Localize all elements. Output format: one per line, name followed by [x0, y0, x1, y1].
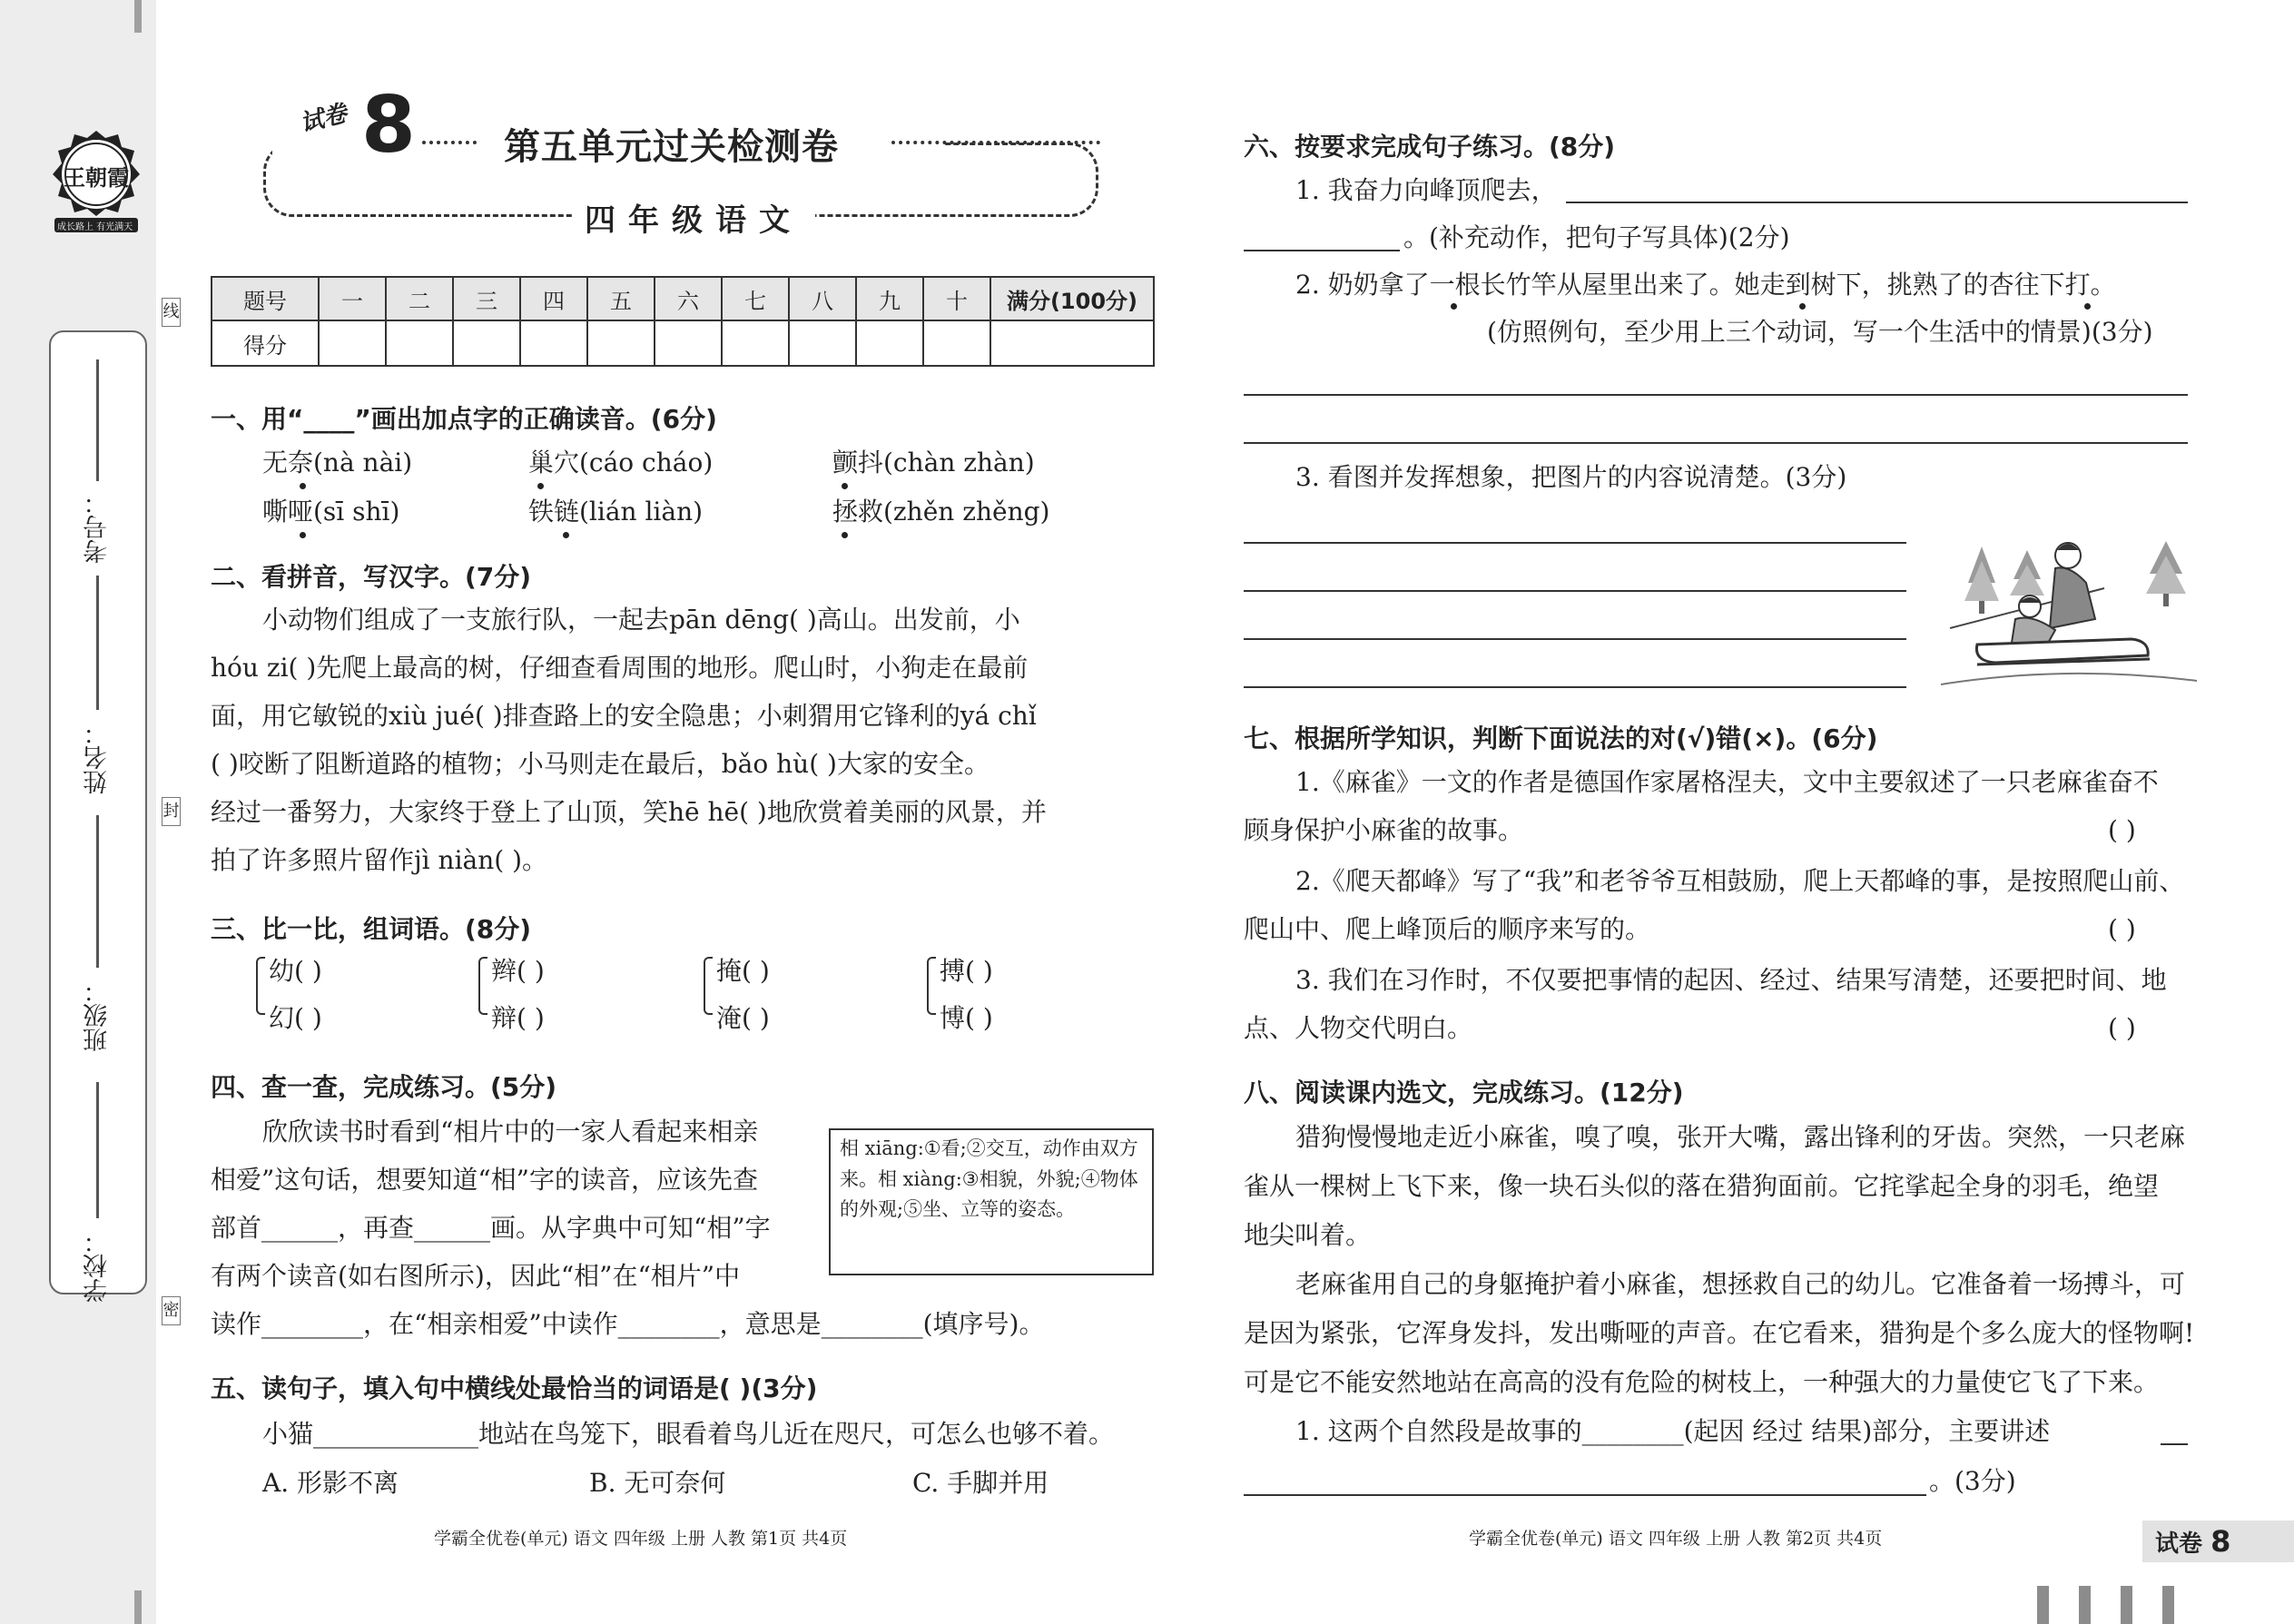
answer-line[interactable] [1244, 590, 1906, 592]
score-row-label: 得分 [212, 320, 319, 366]
score-cell[interactable] [386, 320, 453, 366]
q4-line: 读作________，在“相亲相爱”中读作________，意思是________(填序号)。 [211, 1309, 1045, 1339]
class-label: 班级： [84, 979, 112, 1052]
score-header-cell: 五 [587, 277, 655, 320]
q8-title: 八、阅读课内选文，完成练习。(12分) [1244, 1078, 1684, 1107]
score-cell[interactable] [923, 320, 990, 366]
q8-question-1-end: 。(3分) [1929, 1466, 2016, 1496]
q3-word: 掩( ) [716, 956, 770, 986]
score-header-cell: 十 [923, 277, 990, 320]
emphasis-dot [842, 483, 848, 489]
answer-line[interactable] [2161, 1443, 2188, 1445]
q3-word: 博( ) [940, 1003, 993, 1033]
logo-slogan: 成长路上 有光满天 [57, 222, 133, 232]
brace [927, 957, 936, 1015]
q1-title: 一、用“____”画出加点字的正确读音。(6分) [211, 404, 717, 434]
q2-line: 经过一番努力，大家终于登上了山顶，笑hē hē( )地欣赏着美丽的风景，并 [211, 797, 1047, 827]
brace [478, 957, 487, 1015]
emphasis-dot [300, 532, 306, 538]
fold-mark-secret: 密 [162, 1296, 181, 1325]
q7-answer-3[interactable]: ( ) [2108, 1013, 2136, 1043]
emphasis-dot [300, 483, 306, 489]
answer-line[interactable] [1244, 250, 1400, 251]
q3-title: 三、比一比，组词语。(8分) [211, 914, 532, 944]
q3-word: 辩( ) [491, 1003, 545, 1033]
q5-option-b[interactable]: B. 无可奈何 [589, 1468, 726, 1498]
paper-tag: 试卷 [297, 100, 350, 138]
score-cell[interactable] [655, 320, 722, 366]
q1-item: 拯救(zhěn zhěng) [832, 497, 1050, 527]
sledding-picture [1941, 528, 2197, 692]
score-cell[interactable] [789, 320, 856, 366]
q3-word: 搏( ) [940, 956, 993, 986]
fold-mark-line: 线 [162, 298, 181, 327]
page-tag-number: 8 [2210, 1524, 2231, 1559]
dictionary-box: 相 xiāng:①看;②交互，动作由双方来。相 xiàng:③相貌，外貌;④物体的外观;⑤坐、立等的姿态。 [829, 1128, 1154, 1275]
answer-line[interactable] [1244, 542, 1906, 544]
registration-mark [134, 0, 142, 33]
brace [704, 957, 713, 1015]
q7-line: 点、人物交代明白。 [1244, 1013, 1473, 1043]
name-label: 姓名： [84, 721, 112, 794]
answer-line[interactable] [1244, 686, 1906, 688]
q7-line: 3. 我们在习作时，不仅要把事情的起因、经过、结果写清楚，还要把时间、地 [1295, 965, 2167, 995]
q2-line: ( )咬断了阻断道路的植物；小马则走在最后，bǎo hù( )大家的安全。 [211, 749, 989, 779]
q7-line: 1.《麻雀》一文的作者是德国作家屠格涅夫，文中主要叙述了一只老麻雀奋不 [1295, 767, 2159, 797]
q5-option-a[interactable]: A. 形影不离 [262, 1468, 399, 1498]
q6-s2: 2. 奶奶拿了一根长竹竿从屋里出来了。她走到树下，挑熟了的杏往下打。 [1295, 270, 2116, 300]
score-table [211, 276, 1155, 367]
class-field[interactable] [96, 815, 99, 968]
q8-passage-line: 老麻雀用自己的身躯掩护着小麻雀，想拯救自己的幼儿。它准备着一场搏斗，可 [1295, 1269, 2186, 1299]
school-field[interactable] [96, 1082, 99, 1218]
score-header-cell: 一 [319, 277, 386, 320]
score-cell[interactable] [520, 320, 587, 366]
answer-line[interactable] [1566, 202, 2188, 203]
score-header-cell: 七 [722, 277, 789, 320]
registration-mark [134, 1590, 142, 1624]
score-header-cell: 八 [789, 277, 856, 320]
q1-item: 无奈(nà nài) [262, 448, 413, 477]
q7-line: 2.《爬天都峰》写了“我”和老爷爷互相鼓励，爬上天都峰的事，是按照爬山前、 [1295, 866, 2185, 896]
page-title: 第五单元过关检测卷 [504, 126, 839, 168]
footer-right: 学霸全优卷(单元) 语文 四年级 上册 人教 第2页 共4页 [1469, 1529, 1883, 1549]
score-cell[interactable] [453, 320, 520, 366]
q8-passage-line: 地尖叫着。 [1244, 1220, 1372, 1250]
footer-left: 学霸全优卷(单元) 语文 四年级 上册 人教 第1页 共4页 [434, 1529, 848, 1549]
q7-answer-1[interactable]: ( ) [2108, 815, 2136, 845]
q3-word: 幼( ) [269, 956, 322, 986]
emphasis-dot [1799, 303, 1806, 310]
q6-s2-note: (仿照例句，至少用上三个动词，写一个生活中的情景)(3分) [1487, 317, 2153, 347]
q2-line: hóu zi( )先爬上最高的树，仔细查看周围的地形。爬山时，小狗走在最前 [211, 653, 1029, 683]
q4-line: 有两个读音(如右图所示)，因此“相”在“相片”中 [211, 1261, 741, 1291]
q7-line: 顾身保护小麻雀的故事。 [1244, 815, 1524, 845]
score-header-cell: 六 [655, 277, 722, 320]
emphasis-dot [842, 532, 848, 538]
logo-text: 王朝霞 [64, 164, 129, 191]
score-header-cell: 三 [453, 277, 520, 320]
registration-bar [2121, 1586, 2132, 1624]
q2-line: 拍了许多照片留作jì niàn( )。 [211, 845, 548, 875]
title-dots-right [891, 141, 1100, 144]
q4-line: 欣欣读书时看到“相片中的一家人看起来相亲 [262, 1117, 759, 1147]
answer-line[interactable] [1244, 638, 1906, 640]
q3-word: 淹( ) [716, 1003, 770, 1033]
q5-option-c[interactable]: C. 手脚并用 [912, 1468, 1049, 1498]
q7-line: 爬山中、爬上峰顶后的顺序来写的。 [1244, 914, 1651, 944]
q6-s1: 1. 我奋力向峰顶爬去， [1295, 175, 1557, 205]
name-field[interactable] [96, 576, 99, 710]
score-cell[interactable] [587, 320, 655, 366]
emphasis-dot [1451, 303, 1457, 310]
title-dots-left [422, 141, 477, 144]
school-label: 学校： [84, 1229, 112, 1303]
emphasis-dot [537, 483, 544, 489]
q8-passage-line: 猎狗慢慢地走近小麻雀，嗅了嗅，张开大嘴，露出锋利的牙齿。突然，一只老麻 [1295, 1122, 2186, 1152]
page-tag-label: 试卷 [2155, 1530, 2203, 1558]
answer-line[interactable] [1244, 1494, 1926, 1496]
q1-item: 颤抖(chàn zhàn) [832, 448, 1035, 477]
answer-line[interactable] [1244, 394, 2188, 396]
q1-item: 嘶哑(sī shī) [262, 497, 400, 527]
answer-line[interactable] [1244, 442, 2188, 444]
q7-answer-2[interactable]: ( ) [2108, 914, 2136, 944]
q5-title: 五、读句子，填入句中横线处最恰当的词语是( )(3分) [211, 1373, 818, 1403]
q2-title: 二、看拼音，写汉字。(7分) [211, 562, 532, 592]
fold-mark-seal: 封 [162, 797, 181, 826]
emphasis-dot [2084, 303, 2091, 310]
score-header-cell: 九 [856, 277, 923, 320]
q1-item: 铁链(lián liàn) [528, 497, 704, 527]
q3-word: 幻( ) [269, 1003, 322, 1033]
q2-line: 面，用它敏锐的xiù jué( )排查路上的安全隐患；小刺猬用它锋利的yá chǐ [211, 701, 1037, 731]
score-header-total: 满分(100分) [990, 277, 1154, 320]
exam-no-field[interactable] [96, 359, 99, 481]
q2-line: 小动物们组成了一支旅行队，一起去pān dēng( )高山。出发前，小 [262, 605, 1020, 635]
q8-passage-line: 是因为紧张，它浑身发抖，发出嘶哑的声音。在它看来，猎狗是个多么庞大的怪物啊! [1244, 1318, 2195, 1348]
score-header-cell: 四 [520, 277, 587, 320]
score-header-cell: 二 [386, 277, 453, 320]
score-cell[interactable] [856, 320, 923, 366]
emphasis-dot [563, 532, 569, 538]
q5-sentence: 小猫_____________地站在鸟笼下，眼看着鸟儿近在咫尺，可怎么也够不着。 [262, 1419, 1115, 1449]
page-tag [2142, 1521, 2294, 1562]
registration-bar [2079, 1586, 2091, 1624]
score-cell[interactable] [990, 320, 1154, 366]
q8-question-1: 1. 这两个自然段是故事的________(起因 经过 结果)部分，主要讲述 [1295, 1416, 2051, 1446]
q4-line: 相爱”这句话，想要知道“相”字的读音，应该先查 [211, 1165, 758, 1195]
q1-item: 巢穴(cáo cháo) [528, 448, 714, 477]
registration-bar [2162, 1586, 2174, 1624]
q4-title: 四、查一查，完成练习。(5分) [211, 1072, 557, 1102]
paper-number: 8 [361, 80, 416, 171]
brace [256, 957, 265, 1015]
score-cell[interactable] [722, 320, 789, 366]
q6-title: 六、按要求完成句子练习。(8分) [1244, 132, 1616, 162]
q7-title: 七、根据所学知识，判断下面说法的对(√)错(×)。(6分) [1244, 723, 1878, 753]
q4-line: 部首______，再查______画。从字典中可知“相”字 [211, 1213, 771, 1243]
q6-s1-note: 。(补充动作，把句子写具体)(2分) [1403, 222, 1790, 252]
score-cell[interactable] [319, 320, 386, 366]
exam-no-label: 考号： [84, 490, 112, 564]
registration-bar [2037, 1586, 2049, 1624]
page-subtitle: 四年级语文 [572, 195, 815, 240]
q3-word: 辫( ) [491, 956, 545, 986]
q8-passage-line: 可是它不能安然地站在高高的没有危险的树枝上，一种强大的力量使它飞了下来。 [1244, 1367, 2160, 1397]
score-header-cell: 题号 [212, 277, 319, 320]
q8-passage-line: 雀从一棵树上飞下来，像一块石头似的落在猎狗面前。它挓挲起全身的羽毛，绝望 [1244, 1171, 2160, 1201]
q6-s3: 3. 看图并发挥想象，把图片的内容说清楚。(3分) [1295, 462, 1847, 492]
